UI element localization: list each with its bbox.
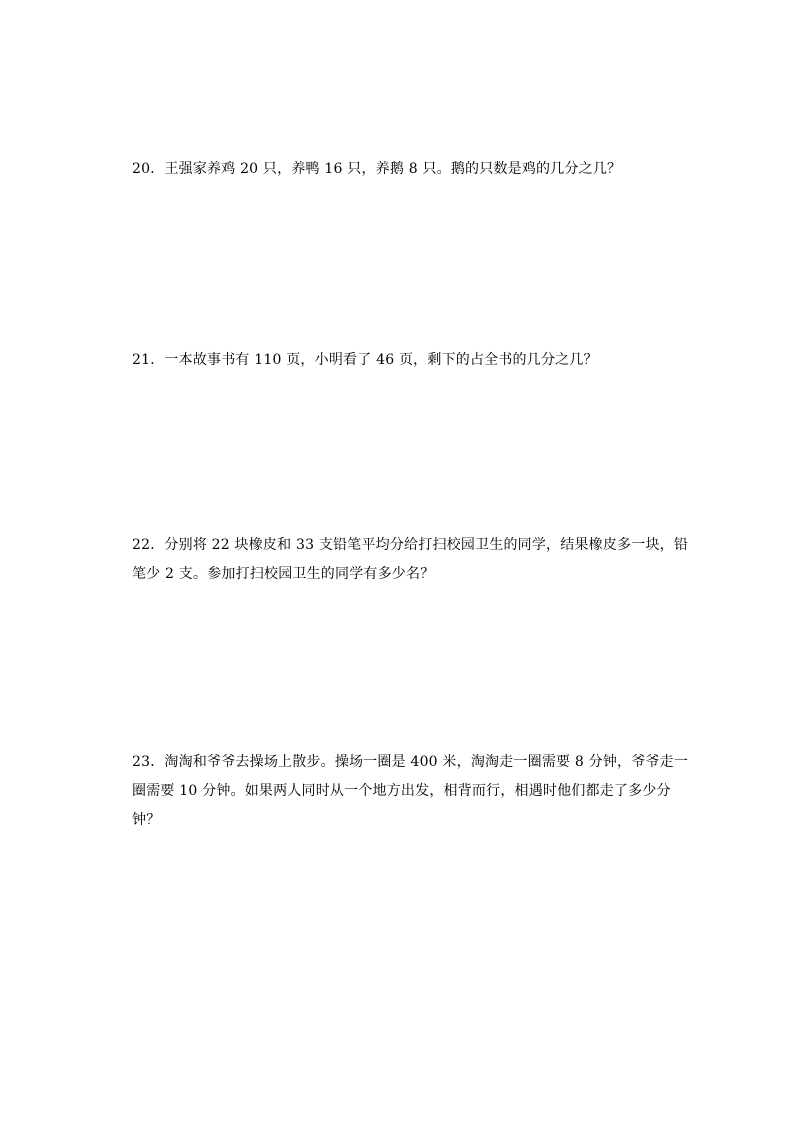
question-23-line-1: 23．淘淘和爷爷去操场上散步。操场一圈是 400 米，淘淘走一圈需要 8 分钟，爷爷走一 xyxy=(132,754,689,770)
question-22 xyxy=(132,531,689,589)
question-23-line-2: 圈需要 10 分钟。如果两人同时从一个地方出发，相背而行，相遇时他们都走了多少分 xyxy=(132,783,671,799)
question-20-line-1: 20．王强家养鸡 20 只，养鸭 16 只，养鹅 8 只。鹅的只数是鸡的几分之几？ xyxy=(132,161,622,177)
question-20 xyxy=(132,155,672,184)
question-22-line-2: 笔少 2 支。参加打扫校园卫生的同学有多少名？ xyxy=(132,566,435,582)
question-21 xyxy=(132,346,672,375)
question-22-line-1: 22．分别将 22 块橡皮和 33 支铅笔平均分给打扫校园卫生的同学，结果橡皮多一块，铅 xyxy=(132,537,689,553)
question-23 xyxy=(132,748,689,835)
question-23-line-3: 钟？ xyxy=(132,812,161,828)
question-21-line-1: 21．一本故事书有 110 页，小明看了 46 页，剩下的占全书的几分之几？ xyxy=(132,352,598,368)
